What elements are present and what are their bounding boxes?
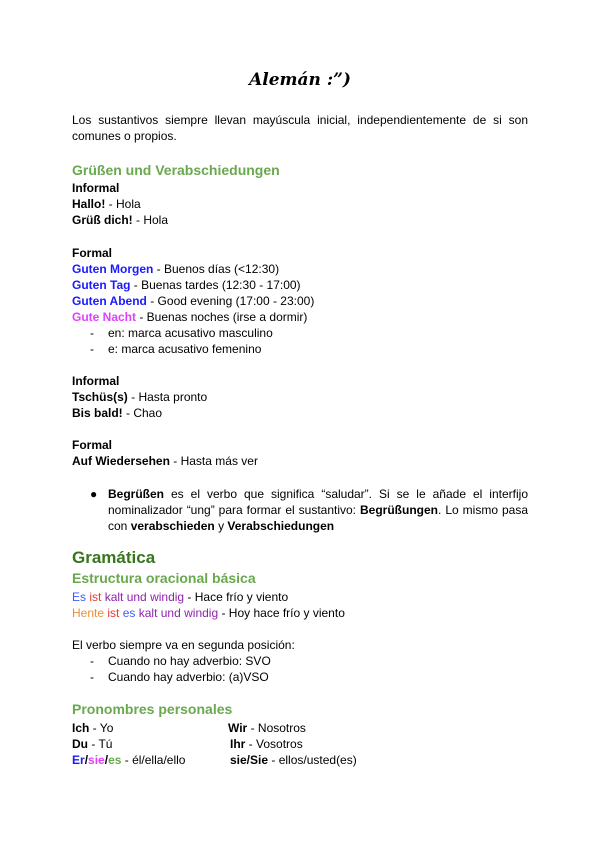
bullet-dot-icon: ●	[90, 487, 98, 501]
meaning: - Good evening (17:00 - 23:00)	[146, 294, 315, 308]
bullet-term-verabschiedungen: Verabschiedungen	[227, 519, 335, 533]
dash-marker: -	[90, 342, 94, 356]
personal-pronouns-heading: Pronombres personales	[72, 701, 233, 717]
term: Gute Nacht	[72, 310, 137, 324]
bullet-term-begruessungen: Begrüßungen	[360, 503, 439, 517]
meaning: - Chao	[122, 406, 163, 420]
document-title: Alemán :”)	[249, 70, 351, 90]
term: Bis bald!	[72, 406, 123, 420]
farewell-informal-2	[72, 405, 162, 421]
example-sentence-1	[72, 589, 288, 605]
verb-rule: El verbo siempre va en segunda posición:	[72, 638, 295, 652]
pronoun-er-sie-es	[72, 752, 185, 768]
er: Er	[72, 753, 85, 767]
term: Guten Abend	[72, 294, 147, 308]
greetings-heading: Grüßen und Verabschiedungen	[72, 162, 280, 178]
bullet-text-3: y	[214, 519, 228, 533]
note-item-1	[90, 325, 273, 341]
greetings-formal-label: Formal	[72, 246, 113, 260]
ex-complement: kalt und windig	[138, 606, 219, 620]
sie: sie	[88, 753, 105, 767]
bullet-text-2: . Lo mismo pasa con	[108, 503, 528, 533]
example-sentence-2	[72, 605, 345, 621]
meaning: - Hola	[105, 197, 141, 211]
pronoun-ich	[72, 720, 113, 736]
rule-text: Cuando hay adverbio: (a)VSO	[108, 670, 269, 684]
farewells-informal-label: Informal	[72, 374, 120, 388]
term: Grüß dich!	[72, 213, 133, 227]
meaning: - Buenas noches (irse a dormir)	[136, 310, 308, 324]
grammar-heading: Gramática	[72, 548, 156, 567]
ex-translation: - Hace frío y viento	[184, 590, 289, 604]
greeting-formal-4	[72, 309, 307, 325]
intro-paragraph: Los sustantivos siempre llevan mayúscula inicial, independientemente de si son comunes o propios.	[72, 113, 528, 143]
meaning: - él/ella/ello	[121, 753, 186, 767]
term: Guten Morgen	[72, 262, 154, 276]
meaning: - ellos/usted(es)	[268, 753, 357, 767]
ex-subject: es	[122, 606, 136, 620]
ex-verb: ist	[89, 590, 102, 604]
bullet-text	[108, 486, 528, 534]
note-text: e: marca acusativo femenino	[108, 342, 262, 356]
rule-text: Cuando no hay adverbio: SVO	[108, 654, 271, 668]
dash-marker: -	[90, 654, 94, 668]
meaning: - Hola	[132, 213, 169, 227]
farewell-formal-1	[72, 453, 258, 469]
ex-adverb: Hente	[72, 606, 105, 620]
note-item-2	[90, 341, 261, 357]
meaning: - Tú	[88, 737, 113, 751]
sentence-structure-heading: Estructura oracional básica	[72, 570, 256, 586]
term: Tschüs(s)	[72, 390, 128, 404]
ex-subject: Es	[72, 590, 87, 604]
note-text: en: marca acusativo masculino	[108, 326, 273, 340]
greeting-formal-2	[72, 277, 301, 293]
meaning: - Vosotros	[245, 737, 303, 751]
term: Hallo!	[72, 197, 106, 211]
greeting-formal-1	[72, 261, 279, 277]
term: Ihr	[230, 737, 246, 751]
dash-marker: -	[90, 670, 94, 684]
meaning: - Buenas tardes (12:30 - 17:00)	[130, 278, 301, 292]
bullet-text-1: es el verbo que significa “saludar”. Si se le añade el interfijo nominalizador “ung” para formar el sustantivo:	[108, 487, 528, 517]
slash: /	[104, 753, 109, 767]
es: es	[108, 753, 122, 767]
rule-item-1	[90, 653, 271, 669]
greeting-informal-1	[72, 196, 141, 212]
meaning: - Hasta pronto	[127, 390, 208, 404]
ex-complement: kalt und windig	[104, 590, 185, 604]
farewell-informal-1	[72, 389, 207, 405]
term: Guten Tag	[72, 278, 131, 292]
term: Wir	[228, 721, 248, 735]
pronoun-ihr	[230, 736, 303, 752]
ex-translation: - Hoy hace frío y viento	[218, 606, 345, 620]
term: Ich	[72, 721, 90, 735]
meaning: - Yo	[89, 721, 114, 735]
term: sie/Sie	[230, 753, 269, 767]
pronoun-sie-formal	[230, 752, 357, 768]
slash: /	[84, 753, 89, 767]
greetings-informal-label: Informal	[72, 181, 120, 195]
greeting-formal-3	[72, 293, 314, 309]
bullet-term-verabschieden: verabschieden	[130, 519, 215, 533]
ex-verb: ist	[107, 606, 120, 620]
rule-item-2	[90, 669, 269, 685]
meaning: - Hasta más ver	[169, 454, 258, 468]
meaning: - Buenos días (<12:30)	[153, 262, 280, 276]
begruessen-bullet	[90, 486, 528, 534]
pronoun-du	[72, 736, 112, 752]
term: Auf Wiedersehen	[72, 454, 170, 468]
farewells-formal-label: Formal	[72, 438, 113, 452]
dash-marker: -	[90, 326, 94, 340]
bullet-term-begruessen: Begrüßen	[108, 487, 165, 501]
pronoun-wir	[228, 720, 306, 736]
meaning: - Nosotros	[247, 721, 306, 735]
greeting-informal-2	[72, 212, 168, 228]
term: Du	[72, 737, 88, 751]
